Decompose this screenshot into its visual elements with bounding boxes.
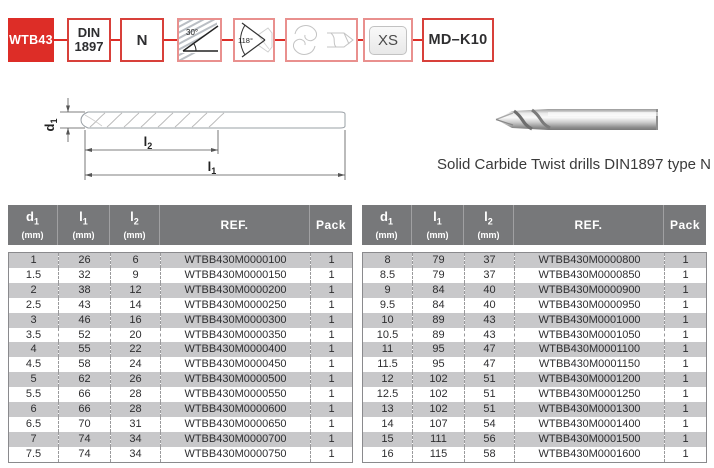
table-cell: 47: [465, 357, 515, 372]
table-cell: 1: [311, 417, 353, 432]
table-cell: 11.5: [377, 358, 398, 371]
table-cell: 52: [59, 328, 111, 343]
table-cell: WTBB430M0001000: [515, 313, 665, 328]
table-cell: 79: [413, 268, 465, 283]
table-row: [9, 328, 353, 343]
dim-label-l2: $l_2$: [143, 134, 153, 151]
table-row: [363, 313, 707, 328]
column-header-pack: Pack: [315, 218, 347, 232]
shank-badge: [363, 18, 413, 62]
table-row: [9, 402, 353, 417]
table-row: [9, 298, 353, 313]
product-code-label: WTB43: [9, 33, 53, 47]
table-cell: 84: [413, 298, 465, 313]
table-cell: 1: [311, 253, 353, 268]
table-row: [9, 313, 353, 328]
table-cell: 9: [111, 268, 161, 283]
column-header-d1: $d_1$ (mm): [362, 205, 412, 245]
helix-angle-value: 30°: [186, 28, 199, 37]
table-cell: 107: [413, 417, 465, 432]
table-cell: 102: [413, 387, 465, 402]
table-cell: 51: [465, 372, 515, 387]
table-cell: 22: [111, 342, 161, 357]
table-row: [9, 417, 353, 432]
table-cell: WTBB430M0000700: [161, 432, 311, 447]
table-cell: 9.5: [379, 298, 396, 311]
helix-angle-badge: [177, 18, 222, 62]
table-cell: WTBB430M0000600: [161, 402, 311, 417]
grade-badge: [422, 18, 494, 62]
table-cell: WTBB430M0001600: [515, 447, 665, 462]
dimension-diagram: [40, 88, 355, 193]
table-row: [363, 253, 707, 268]
table-row: [9, 357, 353, 372]
table-cell: WTBB430M0001200: [515, 372, 665, 387]
table-header: [362, 205, 706, 245]
table-cell: WTBB430M0000250: [161, 298, 311, 313]
table-cell: WTBB430M0000200: [161, 283, 311, 298]
table-row: [363, 417, 707, 432]
table-cell: 16: [111, 313, 161, 328]
table-cell: 1: [665, 447, 707, 462]
table-row: [9, 268, 353, 283]
table-cell: 84: [413, 283, 465, 298]
table-row: [363, 402, 707, 417]
table-cell: 111: [413, 432, 465, 447]
table-row: [9, 253, 353, 268]
table-cell: 5: [30, 373, 37, 386]
table-cell: 47: [465, 342, 515, 357]
table-cell: 15: [381, 432, 394, 445]
table-row: [363, 432, 707, 447]
grade-label: MD–K10: [428, 32, 488, 48]
table-cell: 95: [413, 357, 465, 372]
table-cell: 95: [413, 342, 465, 357]
table-cell: WTBB430M0000950: [515, 298, 665, 313]
column-header-pack: Pack: [669, 218, 701, 232]
table-cell: 12: [111, 283, 161, 298]
table-cell: 1: [311, 387, 353, 402]
table-cell: 38: [59, 283, 111, 298]
table-cell: 3.5: [25, 328, 42, 341]
table-row: [363, 372, 707, 387]
table-cell: WTBB430M0000900: [515, 283, 665, 298]
table-cell: 14: [111, 298, 161, 313]
table-cell: 54: [465, 417, 515, 432]
table-cell: 115: [413, 447, 465, 462]
table-cell: 5.5: [25, 388, 42, 401]
product-caption: Solid Carbide Twist drills DIN1897 type N: [437, 156, 712, 173]
standard-line2: 1897: [74, 39, 104, 54]
table-cell: 1: [311, 328, 353, 343]
shank-symbol: [369, 26, 407, 55]
table-cell: WTBB430M0001400: [515, 417, 665, 432]
table-cell: 58: [59, 357, 111, 372]
table-cell: 1: [665, 432, 707, 447]
point-angle-badge: [233, 18, 275, 62]
table-cell: 11: [381, 343, 394, 356]
table-cell: 74: [59, 447, 111, 462]
table-row: [363, 342, 707, 357]
table-cell: 1: [311, 447, 353, 462]
table-cell: 1: [311, 268, 353, 283]
column-header-l1: $l_1$ (mm): [412, 205, 464, 245]
table-cell: 1: [311, 402, 353, 417]
table-row: [9, 283, 353, 298]
table-cell: 37: [465, 268, 515, 283]
table-cell: 32: [59, 268, 111, 283]
table-cell: WTBB430M0000350: [161, 328, 311, 343]
table-cell: WTBB430M0000850: [515, 268, 665, 283]
standard-line1: DIN: [77, 25, 101, 40]
table-cell: WTBB430M0000500: [161, 372, 311, 387]
flute-profile-icon: [287, 20, 356, 60]
table-cell: WTBB430M0000400: [161, 342, 311, 357]
table-cell: WTBB430M0000650: [161, 417, 311, 432]
table-cell: 56: [465, 432, 515, 447]
type-badge: [120, 18, 164, 62]
table-cell: 43: [465, 328, 515, 343]
table-cell: 2: [30, 283, 37, 296]
column-header-ref: REF.: [160, 205, 310, 245]
column-header-l1: $l_1$ (mm): [58, 205, 110, 245]
table-row: [9, 447, 353, 462]
point-angle-value: 118°: [238, 36, 253, 45]
column-header-l2: $l_2$ (mm): [464, 205, 514, 245]
table-cell: 55: [59, 342, 111, 357]
table-cell: 16: [381, 447, 394, 460]
table-cell: 7.5: [25, 447, 42, 460]
table-cell: 7: [30, 432, 37, 445]
table-cell: WTBB430M0001250: [515, 387, 665, 402]
table-body: [362, 252, 707, 463]
table-cell: 66: [59, 387, 111, 402]
table-body: [8, 252, 353, 463]
table-cell: 8: [384, 254, 391, 266]
type-label: N: [136, 31, 148, 49]
table-row: [363, 328, 707, 343]
table-cell: WTBB430M0000100: [161, 253, 311, 268]
table-row: [9, 387, 353, 402]
table-cell: 1.5: [25, 268, 42, 281]
table-row: [9, 372, 353, 387]
table-cell: 1: [665, 402, 707, 417]
table-cell: 10: [381, 313, 394, 326]
table-cell: 12: [381, 373, 394, 386]
table-cell: 6: [30, 403, 37, 416]
table-row: [363, 268, 707, 283]
spec-table-right: [362, 205, 706, 463]
table-cell: 8.5: [379, 268, 396, 281]
table-cell: 1: [665, 387, 707, 402]
spec-table-left: [8, 205, 352, 463]
table-cell: 28: [111, 387, 161, 402]
table-cell: 40: [465, 298, 515, 313]
table-header: [8, 205, 352, 245]
table-cell: 1: [665, 328, 707, 343]
table-cell: 51: [465, 387, 515, 402]
table-cell: 37: [465, 253, 515, 268]
table-cell: 1: [311, 357, 353, 372]
column-header-d1: $d_1$ (mm): [8, 205, 58, 245]
table-cell: 31: [111, 417, 161, 432]
table-cell: 74: [59, 432, 111, 447]
table-cell: 14: [381, 417, 394, 430]
column-header-ref: REF.: [514, 205, 664, 245]
table-cell: 1: [665, 268, 707, 283]
table-cell: 62: [59, 372, 111, 387]
table-cell: 1: [311, 432, 353, 447]
table-cell: WTBB430M0000550: [161, 387, 311, 402]
table-row: [363, 447, 707, 462]
table-cell: 1: [665, 298, 707, 313]
table-cell: 58: [465, 447, 515, 462]
shank-label: XS: [377, 31, 398, 49]
table-cell: 1: [311, 372, 353, 387]
table-cell: WTBB430M0000150: [161, 268, 311, 283]
table-cell: WTBB430M0000300: [161, 313, 311, 328]
table-cell: 102: [413, 372, 465, 387]
table-cell: 51: [465, 402, 515, 417]
table-cell: 34: [111, 432, 161, 447]
table-cell: 46: [59, 313, 111, 328]
table-row: [9, 342, 353, 357]
table-row: [9, 432, 353, 447]
point-angle-icon: [235, 20, 273, 60]
table-cell: 26: [111, 372, 161, 387]
standard-badge: [67, 18, 111, 62]
table-row: [363, 298, 707, 313]
table-cell: 3: [30, 313, 37, 326]
table-cell: 1: [311, 313, 353, 328]
table-cell: 1: [665, 372, 707, 387]
flute-profile-badge: [285, 18, 358, 62]
table-cell: 1: [665, 313, 707, 328]
table-row: [363, 357, 707, 372]
table-cell: 1: [665, 253, 707, 268]
table-cell: WTBB430M0001500: [515, 432, 665, 447]
table-cell: WTBB430M0001150: [515, 357, 665, 372]
drill-photo: [490, 104, 660, 136]
table-cell: 9: [384, 283, 391, 296]
table-cell: 1: [665, 357, 707, 372]
table-cell: WTBB430M0000800: [515, 253, 665, 268]
table-cell: 6: [111, 253, 161, 268]
table-cell: 1: [311, 298, 353, 313]
table-cell: 34: [111, 447, 161, 462]
dim-label-l1: $l_1$: [207, 159, 217, 176]
table-cell: 1: [665, 342, 707, 357]
table-cell: 20: [111, 328, 161, 343]
table-cell: WTBB430M0000750: [161, 447, 311, 462]
table-cell: 1: [665, 417, 707, 432]
table-cell: 13: [381, 403, 394, 416]
table-cell: 4: [30, 343, 37, 356]
table-cell: 89: [413, 328, 465, 343]
table-cell: 24: [111, 357, 161, 372]
table-cell: 1: [30, 254, 37, 266]
table-cell: WTBB430M0001100: [515, 342, 665, 357]
table-cell: 12.5: [376, 388, 399, 401]
table-cell: 43: [465, 313, 515, 328]
table-cell: 102: [413, 402, 465, 417]
table-cell: WTBB430M0000450: [161, 357, 311, 372]
table-cell: 1: [665, 283, 707, 298]
dim-label-d1: $d_1$: [42, 118, 59, 132]
table-cell: 70: [59, 417, 111, 432]
table-cell: 4.5: [25, 358, 42, 371]
table-cell: 43: [59, 298, 111, 313]
table-cell: 6.5: [25, 417, 42, 430]
table-cell: 26: [59, 253, 111, 268]
table-cell: WTBB430M0001300: [515, 402, 665, 417]
table-cell: 2.5: [25, 298, 42, 311]
table-cell: 79: [413, 253, 465, 268]
table-cell: 10.5: [376, 328, 399, 341]
table-cell: 89: [413, 313, 465, 328]
table-cell: 1: [311, 283, 353, 298]
table-cell: 28: [111, 402, 161, 417]
table-cell: 1: [311, 342, 353, 357]
table-row: [363, 387, 707, 402]
table-row: [363, 283, 707, 298]
table-cell: WTBB430M0001050: [515, 328, 665, 343]
column-header-l2: $l_2$ (mm): [110, 205, 160, 245]
table-cell: 40: [465, 283, 515, 298]
product-code-badge: [8, 18, 54, 62]
helix-angle-icon: [179, 20, 220, 60]
table-cell: 66: [59, 402, 111, 417]
